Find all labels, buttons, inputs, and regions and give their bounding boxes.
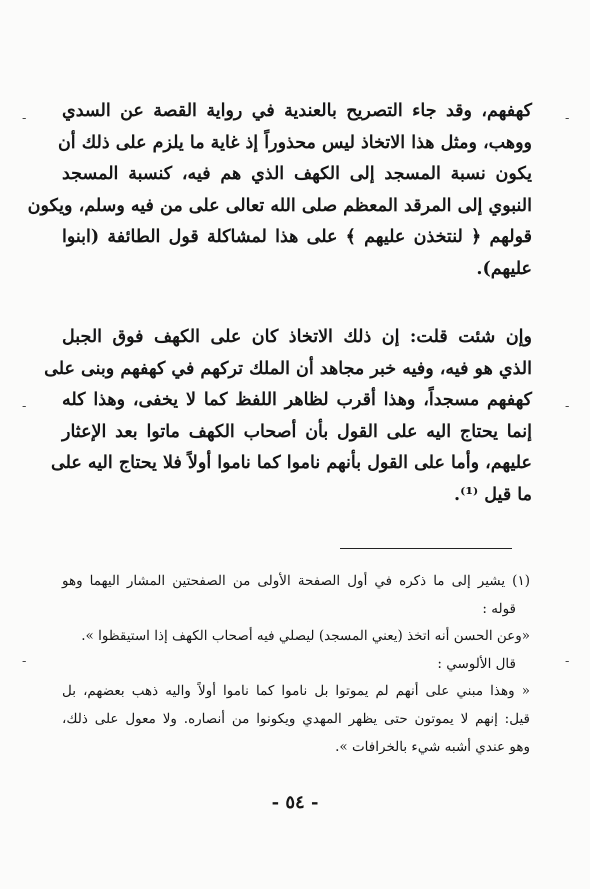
text-line: إنما يحتاج اليه على القول بأن أصحاب الكهف ماتوا بعد الإعثار xyxy=(62,421,532,442)
footnote xyxy=(62,568,530,761)
text-line: قولهم ﴿ لنتخذن عليهم ﴾ على هذا لمشاكلة قول الطائفة (ابنوا xyxy=(62,227,532,248)
margin-tick: - xyxy=(22,111,27,126)
footnote-line: وهو عندي أشبه شيء بالخرافات ». xyxy=(335,738,530,755)
text-line: كهفهم مسجداً، وهذا أقرب لظاهر اللفظ كما لا يخفى، وهذا كله xyxy=(62,390,532,411)
footnote-line: (١) يشير إلى ما ذكره في أول الصفحة الأولى من الصفحتين المشار اليهما وهو xyxy=(62,573,530,589)
text-line: ما قيل ⁽¹⁾. xyxy=(454,484,532,505)
text-line: ووهب، ومثل هذا الاتخاذ ليس محذوراً إذ غاية ما يلزم على ذلك أن xyxy=(57,132,532,153)
footnote-line: « وهذا مبني على أنهم لم يموتوا بل ناموا كما ناموا أولاً واليه ذهب بعضهم، بل xyxy=(62,683,530,700)
text-line: وإن شئت قلت: إن ذلك الاتخاذ كان على الكهف فوق الجبل xyxy=(62,327,532,347)
footnote-separator xyxy=(340,548,512,549)
margin-tick: - xyxy=(22,399,27,414)
footnote-line: «وعن الحسن أنه اتخذ (يعني المسجد) ليصلي فيه أصحاب الكهف إذا استيقظوا ». xyxy=(81,628,530,645)
footnote-line: قيل: إنهم لا يموتون حتى يظهر المهدي ويكونوا من أنصاره. ولا معول على ذلك، xyxy=(62,710,530,727)
margin-tick: - xyxy=(565,654,570,669)
text-line: عليهم، وأما على القول بأنهم ناموا كما ناموا أولاً فلا يحتاج اليه على xyxy=(50,453,532,474)
margin-tick: - xyxy=(22,654,27,669)
text-line: كهفهم، وقد جاء التصريح بالعندية في رواية القصة عن السدي xyxy=(62,101,532,121)
margin-tick: - xyxy=(565,399,570,414)
text-line: الذي هو فيه، وفيه خبر مجاهد أن الملك تركهم في كهفهم وبنى على xyxy=(44,358,532,379)
paragraph-1 xyxy=(27,96,532,286)
margin-tick: - xyxy=(565,111,570,126)
page-number: - ٥٤ - xyxy=(271,792,319,813)
text-line: النبوي إلى المرقد المعظم صلى الله تعالى على من فيه وسلم، ويكون xyxy=(27,195,532,216)
paragraph-2 xyxy=(44,322,532,512)
text-line: يكون نسبة المسجد إلى الكهف الذي هم فيه، كنسبة المسجد xyxy=(62,164,532,185)
footnote-line: قوله : xyxy=(482,600,516,617)
text-line: عليهم). xyxy=(476,258,532,279)
footnote-line: قال الألوسي : xyxy=(437,655,516,672)
